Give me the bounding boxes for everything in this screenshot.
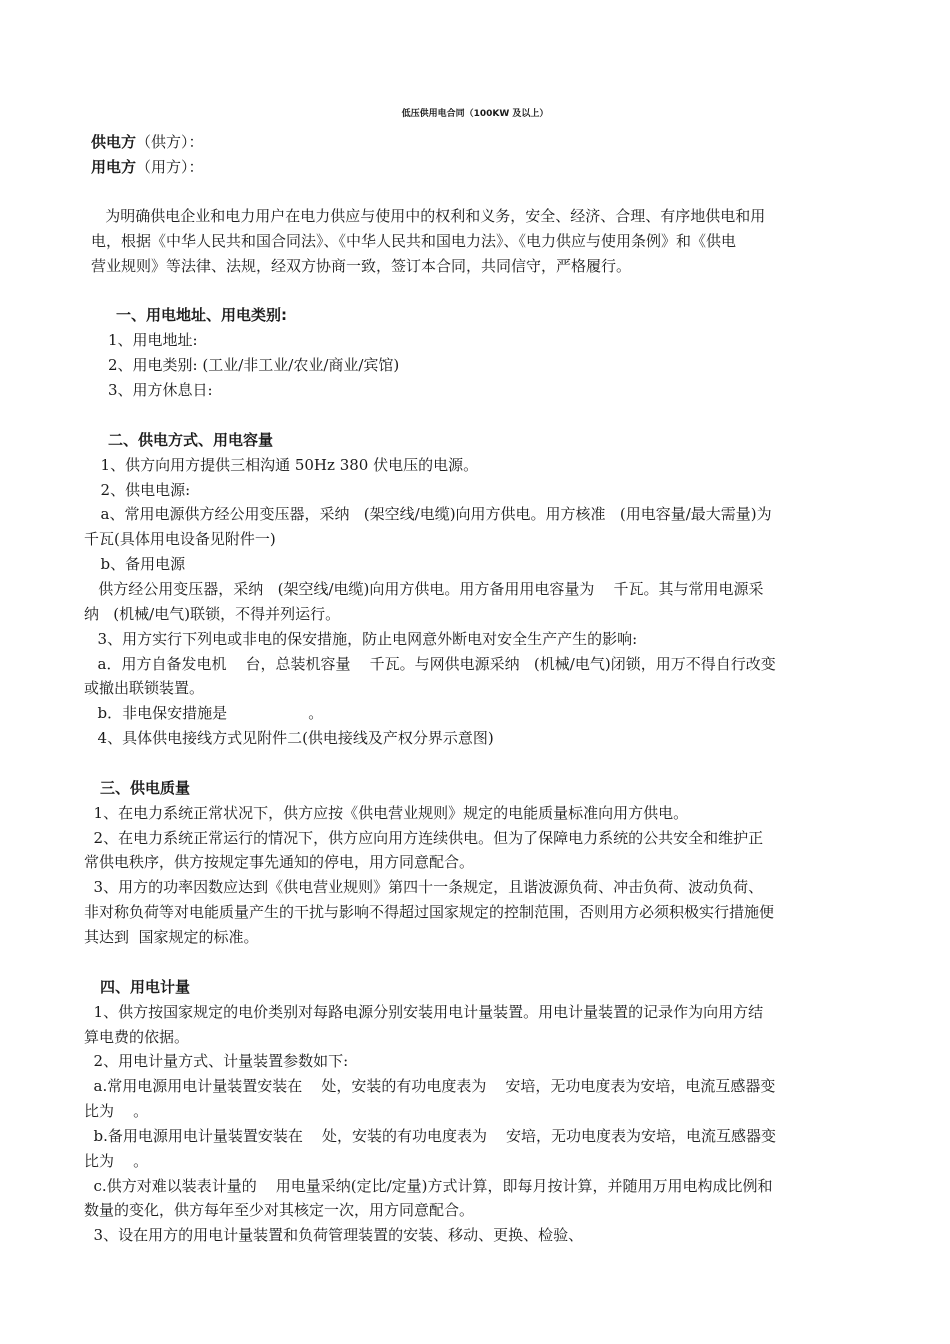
section-heading: 三、供电质量 [100, 779, 191, 797]
section-heading: 四、用电计量 [100, 978, 191, 996]
user-suffix: （用方）： [136, 158, 204, 176]
section-heading: 一、用电地址、用电类别: [116, 306, 287, 324]
section-heading: 二、供电方式、用电容量 [108, 431, 274, 449]
clause-line: 2、在电力系统正常运行的情况下，供方应向用方连续供电。但为了保障电力系统的公共安全和维护正 [84, 829, 764, 847]
clause-line: 算电费的依据。 [84, 1028, 190, 1046]
clause-line: 3、用方休息日: [108, 381, 213, 399]
clause-line: 1、在电力系统正常状况下，供方应按《供电营业规则》规定的电能质量标准向用方供电。 [84, 804, 689, 822]
supplier-suffix: （供方）： [136, 133, 204, 151]
intro-line: 营业规则》等法律、法规，经双方协商一致，签订本合同，共同信守，严格履行。 [91, 257, 632, 275]
clause-line: 常供电秩序，供方按规定事先通知的停电，用方同意配合。 [84, 853, 475, 871]
clause-line: c.供方对难以装表计量的 用电量采纳(定比/定量)方式计算，即每月按计算，并随用万用电构成比例和 [84, 1177, 773, 1195]
clause-line: a、常用电源供方经公用变压器，采纳 (架空线/电缆)向用方供电。用方核准 (用电容量/最大需量)为 [91, 505, 772, 523]
clause-line: 其达到 国家规定的标准。 [84, 928, 259, 946]
clause-line: 2、用电类别: (工业/非工业/农业/商业/宾馆) [108, 356, 400, 374]
clause-line: a.常用电源用电计量装置安装在 处，安装的有功电度表为 安培，无功电度表为安培，电流互感器变 [84, 1077, 776, 1095]
clause-line: 1、供方按国家规定的电价类别对每路电源分别安装用电计量装置。用电计量装置的记录作为向用方结 [84, 1003, 764, 1021]
clause-line: 非对称负荷等对电能质量产生的干扰与影响不得超过国家规定的控制范围，否则用方必须积极实行措施便 [84, 903, 775, 921]
clause-line: 供方经公用变压器，采纳 (架空线/电缆)向用方供电。用方备用用电容量为 千瓦。其与常用电源采 [84, 580, 764, 598]
user-label: 用电方 [91, 158, 137, 176]
intro-line: 电，根据《中华人民共和国合同法》、《中华人民共和国电力法》、《电力供应与使用条例》和《供电 [91, 232, 737, 250]
clause-line: 3、用方实行下列电或非电的保安措施，防止电网意外断电对安全生产产生的影响: [88, 630, 638, 648]
clause-line: 千瓦(具体用电设备见附件一) [84, 530, 276, 548]
clause-line: a．用方自备发电机 台，总装机容量 千瓦。与网供电源采纳 (机械/电气)闭锁，用万不得自行改变 [88, 655, 776, 673]
clause-line: 纳 (机械/电气)联锁，不得并列运行。 [84, 605, 341, 623]
clause-line: 2、用电计量方式、计量装置参数如下: [84, 1052, 349, 1070]
clause-line: 1、用电地址: [108, 331, 198, 349]
clause-line: b.备用电源用电计量装置安装在 处，安装的有功电度表为 安培，无功电度表为安培，电流互感器变 [84, 1127, 777, 1145]
clause-line: 3、设在用方的用电计量装置和负荷管理装置的安装、移动、更换、检验、 [84, 1226, 584, 1244]
clause-line: 数量的变化，供方每年至少对其核定一次，用方同意配合。 [84, 1201, 475, 1219]
supplier-line [91, 131, 204, 153]
clause-line: 3、用方的功率因数应达到《供电营业规则》第四十一条规定，且谐波源负荷、冲击负荷、波动负荷、 [84, 878, 764, 896]
document-title: 低压供用电合同（100KW 及以上） [401, 109, 549, 119]
clause-line: 比为 。 [84, 1102, 149, 1120]
clause-line: 2、供电电源: [91, 481, 191, 499]
supplier-label: 供电方 [91, 133, 137, 151]
clause-line: 4、具体供电接线方式见附件二(供电接线及产权分界示意图) [88, 729, 494, 747]
clause-line: 或撤出联锁装置。 [84, 679, 205, 697]
clause-line: 比为 。 [84, 1152, 149, 1170]
intro-line: 为明确供电企业和电力用户在电力供应与使用中的权利和义务，安全、经济、合理、有序地供电和用 [91, 207, 766, 225]
clause-line: b、备用电源 [91, 555, 186, 573]
clause-line: 1、供方向用方提供三相沟通 50Hz 380 伏电压的电源。 [91, 456, 479, 474]
user-line [91, 156, 204, 178]
clause-line: b．非电保安措施是 。 [88, 704, 324, 722]
